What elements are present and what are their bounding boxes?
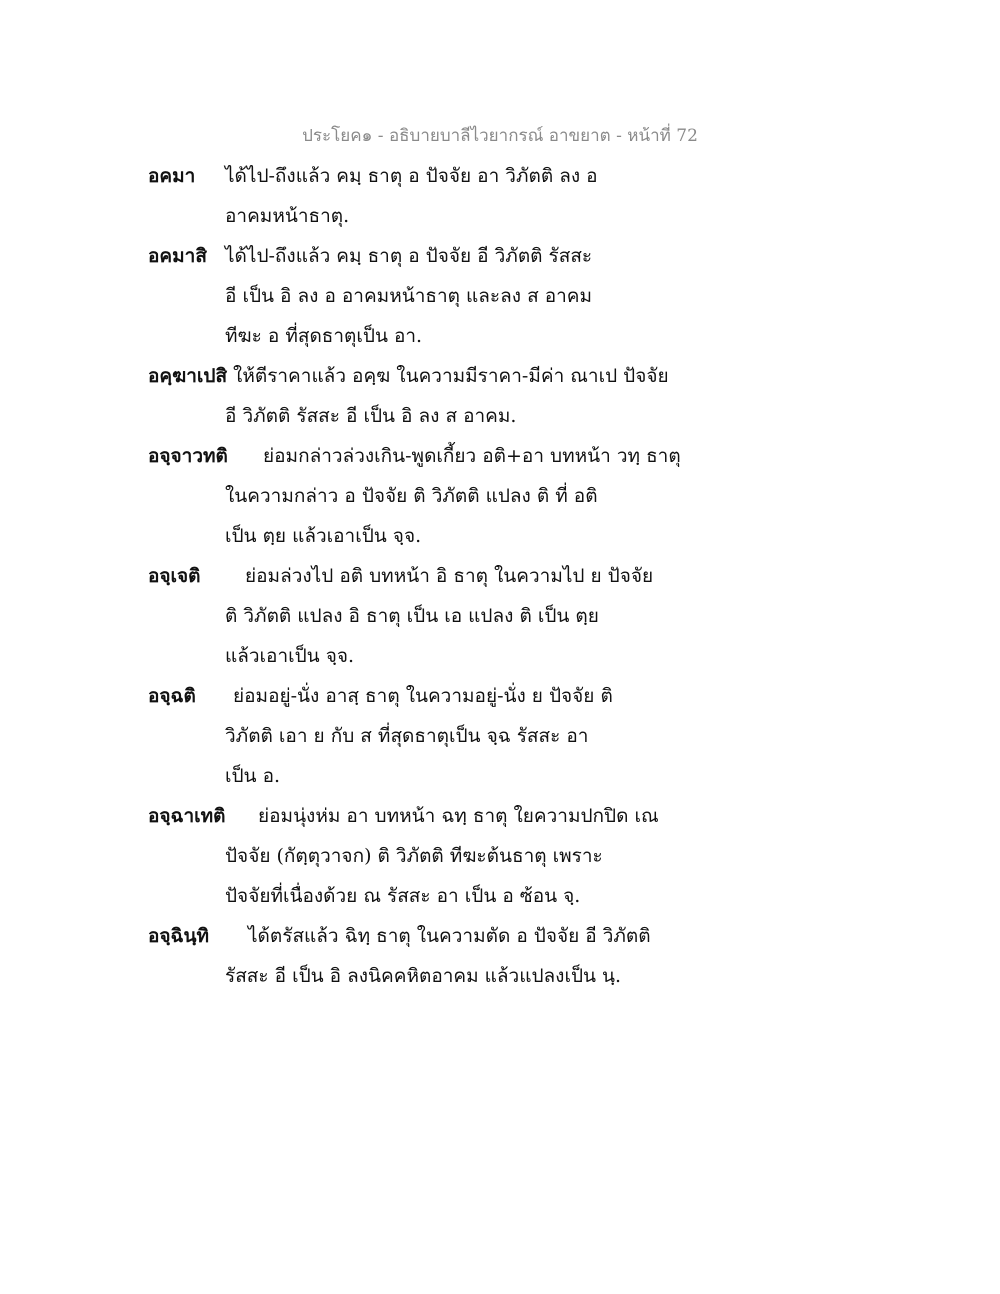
entry-text-line: อี วิภัตติ รัสสะ อี เป็น อิ ลง ส อาคม. — [225, 405, 517, 427]
page-header: ประโยค๑ - อธิบายบาลีไวยากรณ์ อาขยาต - หน้าที่ 72 — [302, 126, 698, 146]
dictionary-entry — [148, 676, 708, 796]
dictionary-entry — [148, 236, 708, 356]
entry-first-line — [148, 356, 708, 396]
dictionary-entry — [148, 556, 708, 676]
dictionary-entry — [148, 796, 708, 916]
entry-text-line: ปัจจัยที่เนื่องด้วย ณ รัสสะ อา เป็น อ ซ้อน จฺ. — [225, 885, 581, 907]
entry-term: อจฺเจติ — [148, 565, 201, 587]
entry-text-line: ได้ไป-ถึงแล้ว คมฺ ธาตุ อ ปัจจัย อี วิภัตติ รัสสะ — [225, 245, 593, 267]
entry-first-line — [148, 156, 708, 196]
entry-text-line: ปัจจัย (กัตฺตุวาจก) ติ วิภัตติ ทีฆะต้นธาตุ เพราะ — [225, 845, 603, 867]
entry-text-line: ให้ตีราคาแล้ว อคฺฆ ในความมีราคา-มีค่า ณาเป ปัจจัย — [233, 365, 669, 387]
entry-first-line — [148, 796, 708, 836]
entry-text-line: อาคมหน้าธาตุ. — [225, 205, 350, 227]
dictionary-entry — [148, 156, 708, 236]
entry-first-line — [148, 916, 708, 956]
entry-text-line: ได้ตรัสแล้ว ฉิทฺ ธาตุ ในความตัด อ ปัจจัย อี วิภัตติ — [248, 925, 651, 947]
entry-text-line: เป็น ตฺย แล้วเอาเป็น จฺจ. — [225, 525, 422, 547]
dictionary-entry — [148, 916, 708, 996]
entry-text-line: ติ วิภัตติ แปลง อิ ธาตุ เป็น เอ แปลง ติ เป็น ตฺย — [225, 605, 599, 627]
dictionary-entry — [148, 356, 708, 436]
entry-text-line: รัสสะ อี เป็น อิ ลงนิคคหิตอาคม แล้วแปลงเป็น นฺ. — [225, 965, 622, 987]
entry-text-line: ย่อมอยู่-นั่ง อาสฺ ธาตุ ในความอยู่-นั่ง ย ปัจจัย ติ — [233, 685, 613, 707]
entry-term: อคมา — [148, 165, 196, 187]
entry-first-line — [148, 676, 708, 716]
entry-term: อจฺฉินฺทิ — [148, 925, 209, 947]
entry-first-line — [148, 556, 708, 596]
entry-text-line: แล้วเอาเป็น จฺจ. — [225, 645, 355, 667]
entry-term: อคมาสิ — [148, 245, 207, 267]
dictionary-entry — [148, 436, 708, 556]
entry-text-line: อี เป็น อิ ลง อ อาคมหน้าธาตุ และลง ส อาคม — [225, 285, 593, 307]
entry-first-line — [148, 236, 708, 276]
entry-first-line — [148, 436, 708, 476]
entry-text-line: ได้ไป-ถึงแล้ว คมฺ ธาตุ อ ปัจจัย อา วิภัตติ ลง อ — [225, 165, 598, 187]
entry-term: อคฺฆาเปสิ — [148, 365, 228, 387]
entry-text-line: ทีฆะ อ ที่สุดธาตุเป็น อา. — [225, 325, 423, 347]
entry-text-line: ในความกล่าว อ ปัจจัย ติ วิภัตติ แปลง ติ ที่ อติ — [225, 485, 598, 507]
entry-text-line: ย่อมกล่าวล่วงเกิน-พูดเกี้ยว อติ+อา บทหน้า วทฺ ธาตุ — [263, 445, 681, 467]
entry-text-line: วิภัตติ เอา ย กับ ส ที่สุดธาตุเป็น จฺฉ รัสสะ อา — [225, 725, 589, 747]
entry-text-line: เป็น อ. — [225, 765, 281, 787]
entry-text-line: ย่อมนุ่งห่ม อา บทหน้า ฉทฺ ธาตุ ใยความปกปิด เณ — [258, 805, 659, 827]
entry-term: อจฺฉาเทติ — [148, 805, 226, 827]
entry-term: อจฺฉติ — [148, 685, 196, 707]
entry-text-line: ย่อมล่วงไป อติ บทหน้า อิ ธาตุ ในความไป ย ปัจจัย — [245, 565, 654, 587]
entry-term: อจฺจาวทติ — [148, 445, 228, 467]
dictionary-content — [148, 156, 708, 996]
